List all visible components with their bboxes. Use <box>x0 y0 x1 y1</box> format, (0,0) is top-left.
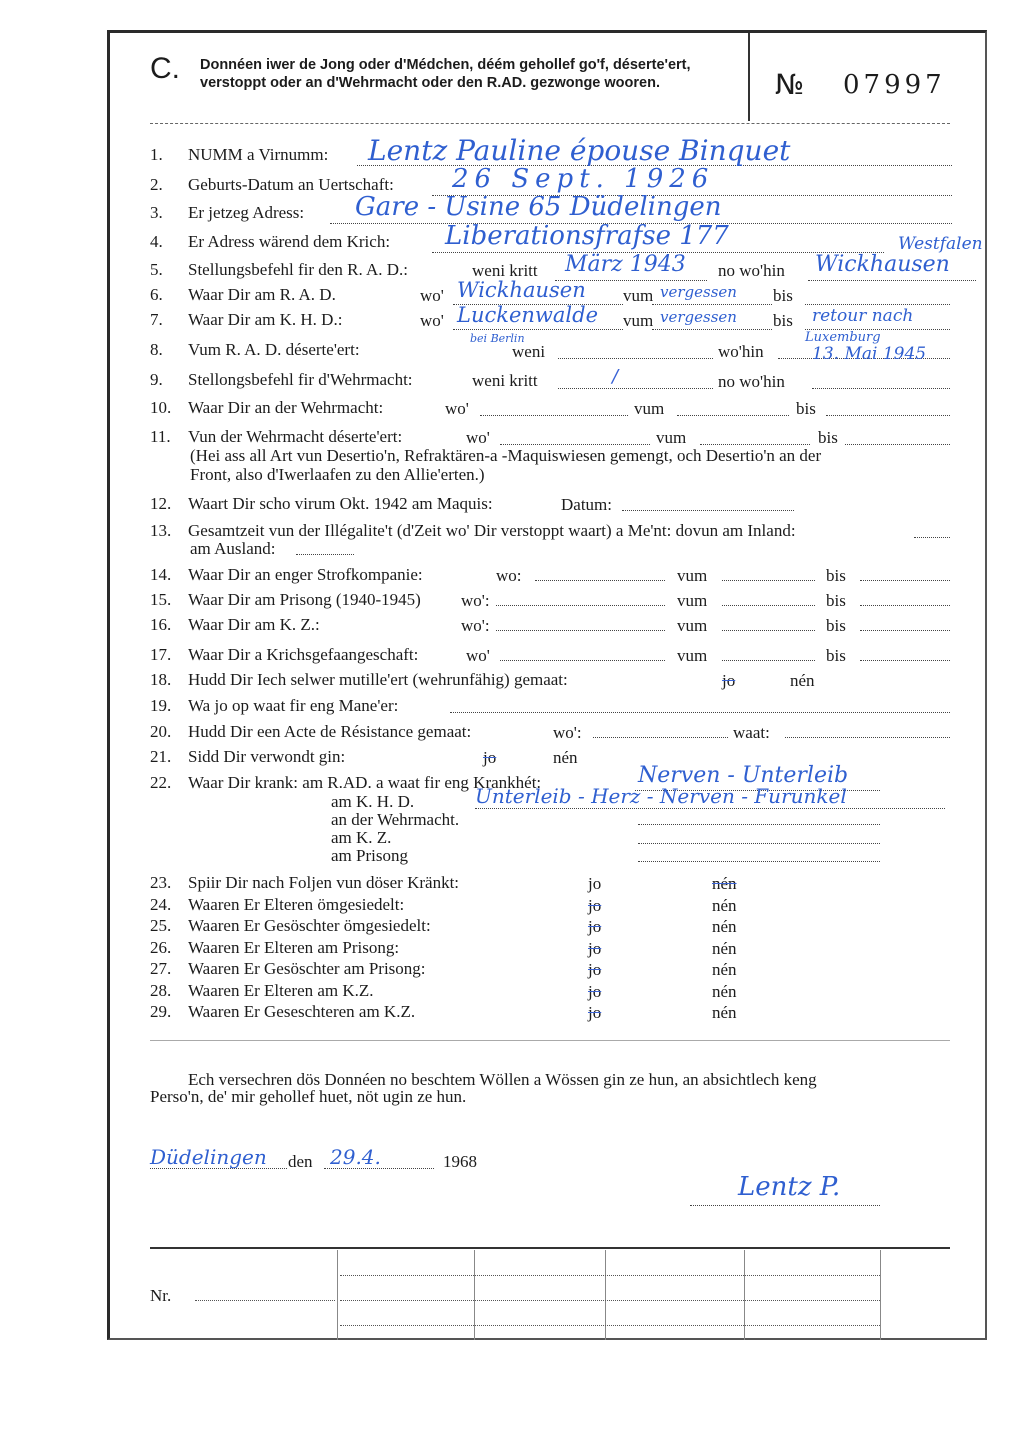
header-divider <box>748 33 750 121</box>
row-17: 17. Waar Dir a Krichsgefaangeschaft: <box>150 645 419 664</box>
row-10: 10. Waar Dir an der Wehrmacht: <box>150 398 384 417</box>
row-5: 5. Stellungsbefehl fir den R. A. D.: <box>150 260 409 279</box>
row-14: 14. Waar Dir an enger Strofkompanie: <box>150 565 423 584</box>
row-2: 2. Geburts-Datum an Uertschaft: <box>150 175 394 194</box>
birth-value: 26 Sept. 1926 <box>452 164 715 194</box>
row-4: 4. Er Adress wärend dem Krich: <box>150 232 391 251</box>
footer-rule <box>150 1247 950 1249</box>
signing-year: 1968 <box>443 1152 477 1171</box>
address-value: Gare - Usine 65 Düdelingen <box>355 192 722 222</box>
row-27: 27. Waaren Er Gesöschter am Prisong: <box>150 959 426 978</box>
section-separator <box>150 1040 950 1041</box>
row-7: 7. Waar Dir am K. H. D.: <box>150 310 343 329</box>
section-title: Donnéen iwer de Jong oder d'Médchen, déém gehollef go'f, déserte'ert, verstoppt oder an d'Wehrmacht oder den R.AD. gezwonge wooren. <box>200 57 691 91</box>
signing-date: 29.4. <box>330 1145 381 1169</box>
signature: Lentz P. <box>738 1172 841 1202</box>
row-9: 9. Stellongsbefehl fir d'Wehrmacht: <box>150 370 413 389</box>
signing-place: Düdelingen <box>150 1145 267 1169</box>
name-label: NUMM a Virnumm: <box>188 145 329 164</box>
row-21: 21. Sidd Dir verwondt gin: <box>150 747 346 766</box>
row-26: 26. Waaren Er Elteren am Prisong: <box>150 938 400 957</box>
declaration-line-1: Ech versechren dös Donnéen no beschtem Wöllen a Wössen gin ze hun, an absichtlech keng <box>188 1070 817 1089</box>
row-12: 12. Waart Dir scho virum Okt. 1942 am Maquis: <box>150 494 493 513</box>
row-18: 18. Hudd Dir Iech selwer mutille'ert (wehrunfähig) gemaat: <box>150 670 568 689</box>
row-6: 6. Waar Dir am R. A. D. <box>150 285 336 304</box>
nr-label: Nr. <box>150 1286 172 1305</box>
row-16: 16. Waar Dir am K. Z.: <box>150 615 320 634</box>
row-13: 13. Gesamtzeit vun der Illégalite't (d'Zeit wo' Dir verstoppt waart) a Me'nt: dovun am Inland: <box>150 521 796 540</box>
row-23: 23. Spiir Dir nach Foljen vun döser Kränkt: <box>150 873 460 892</box>
row-28: 28. Waaren Er Elteren am K.Z. <box>150 981 374 1000</box>
header-separator <box>150 123 950 124</box>
row-25: 25. Waaren Er Gesöschter ömgesiedelt: <box>150 916 431 935</box>
row-29: 29. Waaren Er Geseschteren am K.Z. <box>150 1002 416 1021</box>
declaration-line-2: Perso'n, de' mir gehollef huet, nöt ugin ze hun. <box>150 1087 467 1106</box>
row-15: 15. Waar Dir am Prisong (1940-1945) <box>150 590 421 609</box>
number-symbol: № <box>775 68 805 101</box>
row-11: 11. Vun der Wehrmacht déserte'ert: <box>150 427 403 446</box>
row-8: 8. Vum R. A. D. déserte'ert: <box>150 340 360 359</box>
row-20: 20. Hudd Dir een Acte de Résistance gemaat: <box>150 722 472 741</box>
row-24: 24. Waaren Er Elteren ömgesiedelt: <box>150 895 405 914</box>
section-letter: C. <box>150 52 180 85</box>
form-number: 07997 <box>843 70 946 100</box>
row-22: 22. Waar Dir krank: am R.AD. a waat fir eng Krankhét: <box>150 773 542 792</box>
name-value: Lentz Pauline épouse Binquet <box>368 134 791 167</box>
row-3: 3. Er jetzeg Adress: <box>150 203 305 222</box>
war-address-value: Liberationsfrafse 177 <box>445 221 729 251</box>
row-1: 1. NUMM a Virnumm: <box>150 145 329 164</box>
row-19: 19. Wa jo op waat fir eng Mane'er: <box>150 696 399 715</box>
